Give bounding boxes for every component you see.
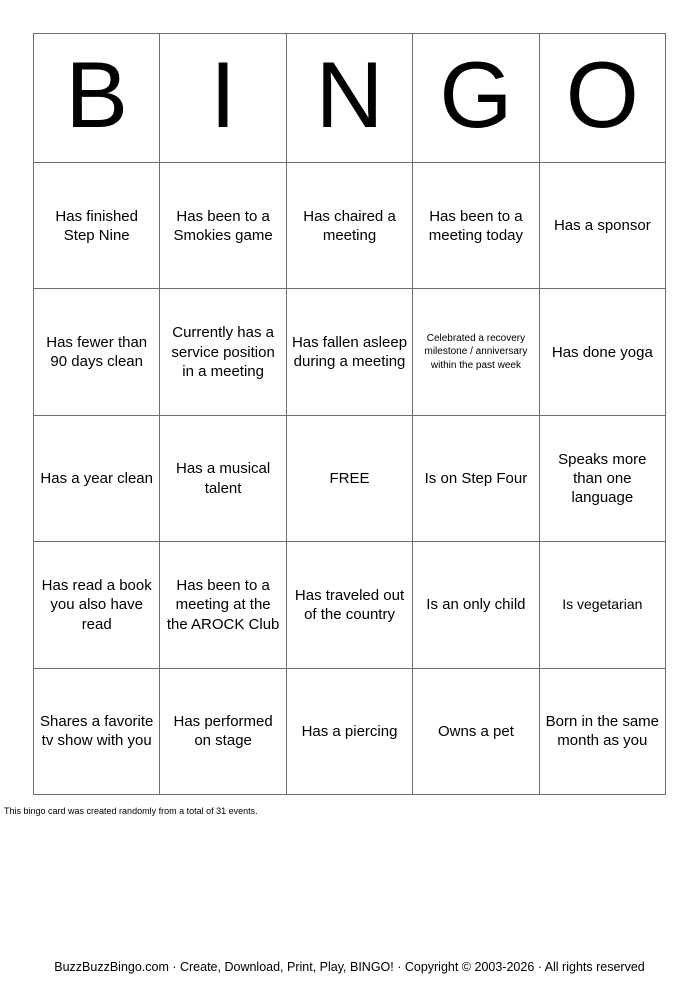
bingo-cell-r4-c2[interactable]: Has been to a meeting at the the AROCK Club bbox=[160, 542, 286, 668]
bingo-cell-r3-c4[interactable]: Is on Step Four bbox=[413, 416, 539, 542]
bingo-free-space[interactable]: FREE bbox=[287, 416, 413, 542]
bingo-cell-r2-c3[interactable]: Has fallen asleep during a meeting bbox=[287, 289, 413, 415]
bingo-row bbox=[34, 163, 666, 289]
bingo-card bbox=[33, 33, 666, 795]
bingo-cell-r3-c2[interactable]: Has a musical talent bbox=[160, 416, 286, 542]
bingo-cell-r2-c5[interactable]: Has done yoga bbox=[540, 289, 666, 415]
bingo-header-letter-i: I bbox=[160, 34, 286, 163]
bingo-cell-r4-c4[interactable]: Is an only child bbox=[413, 542, 539, 668]
bingo-header-letter-o: O bbox=[540, 34, 666, 163]
bingo-cell-r2-c1[interactable]: Has fewer than 90 days clean bbox=[34, 289, 160, 415]
bingo-cell-r2-c4[interactable]: Celebrated a recovery milestone / anniversary within the past week bbox=[413, 289, 539, 415]
bingo-cell-r1-c5[interactable]: Has a sponsor bbox=[540, 163, 666, 289]
bingo-cell-r1-c4[interactable]: Has been to a meeting today bbox=[413, 163, 539, 289]
bingo-row bbox=[34, 542, 666, 668]
bingo-cell-r1-c3[interactable]: Has chaired a meeting bbox=[287, 163, 413, 289]
bingo-cell-r4-c1[interactable]: Has read a book you also have read bbox=[34, 542, 160, 668]
bingo-cell-r1-c2[interactable]: Has been to a Smokies game bbox=[160, 163, 286, 289]
bingo-header-letter-b: B bbox=[34, 34, 160, 163]
bingo-row bbox=[34, 669, 666, 795]
bingo-cell-r5-c2[interactable]: Has performed on stage bbox=[160, 669, 286, 795]
bingo-cell-r3-c5[interactable]: Speaks more than one language bbox=[540, 416, 666, 542]
bingo-cell-r4-c5[interactable]: Is vegetarian bbox=[540, 542, 666, 668]
bingo-cell-r1-c1[interactable]: Has finished Step Nine bbox=[34, 163, 160, 289]
bingo-cell-r3-c1[interactable]: Has a year clean bbox=[34, 416, 160, 542]
bingo-cell-r5-c4[interactable]: Owns a pet bbox=[413, 669, 539, 795]
bingo-header-row bbox=[34, 34, 666, 163]
bingo-cell-r5-c1[interactable]: Shares a favorite tv show with you bbox=[34, 669, 160, 795]
card-footnote: This bingo card was created randomly from a total of 31 events. bbox=[4, 806, 258, 816]
bingo-cell-r4-c3[interactable]: Has traveled out of the country bbox=[287, 542, 413, 668]
bingo-cell-r5-c3[interactable]: Has a piercing bbox=[287, 669, 413, 795]
bingo-header-letter-g: G bbox=[413, 34, 539, 163]
bingo-header-letter-n: N bbox=[287, 34, 413, 163]
bingo-row bbox=[34, 416, 666, 542]
bingo-cell-r5-c5[interactable]: Born in the same month as you bbox=[540, 669, 666, 795]
page-footer: BuzzBuzzBingo.com · Create, Download, Print, Play, BINGO! · Copyright © 2003-2026 · All rights reserved bbox=[54, 960, 645, 974]
bingo-grid-body bbox=[34, 163, 666, 795]
bingo-row bbox=[34, 289, 666, 415]
bingo-cell-r2-c2[interactable]: Currently has a service position in a meeting bbox=[160, 289, 286, 415]
